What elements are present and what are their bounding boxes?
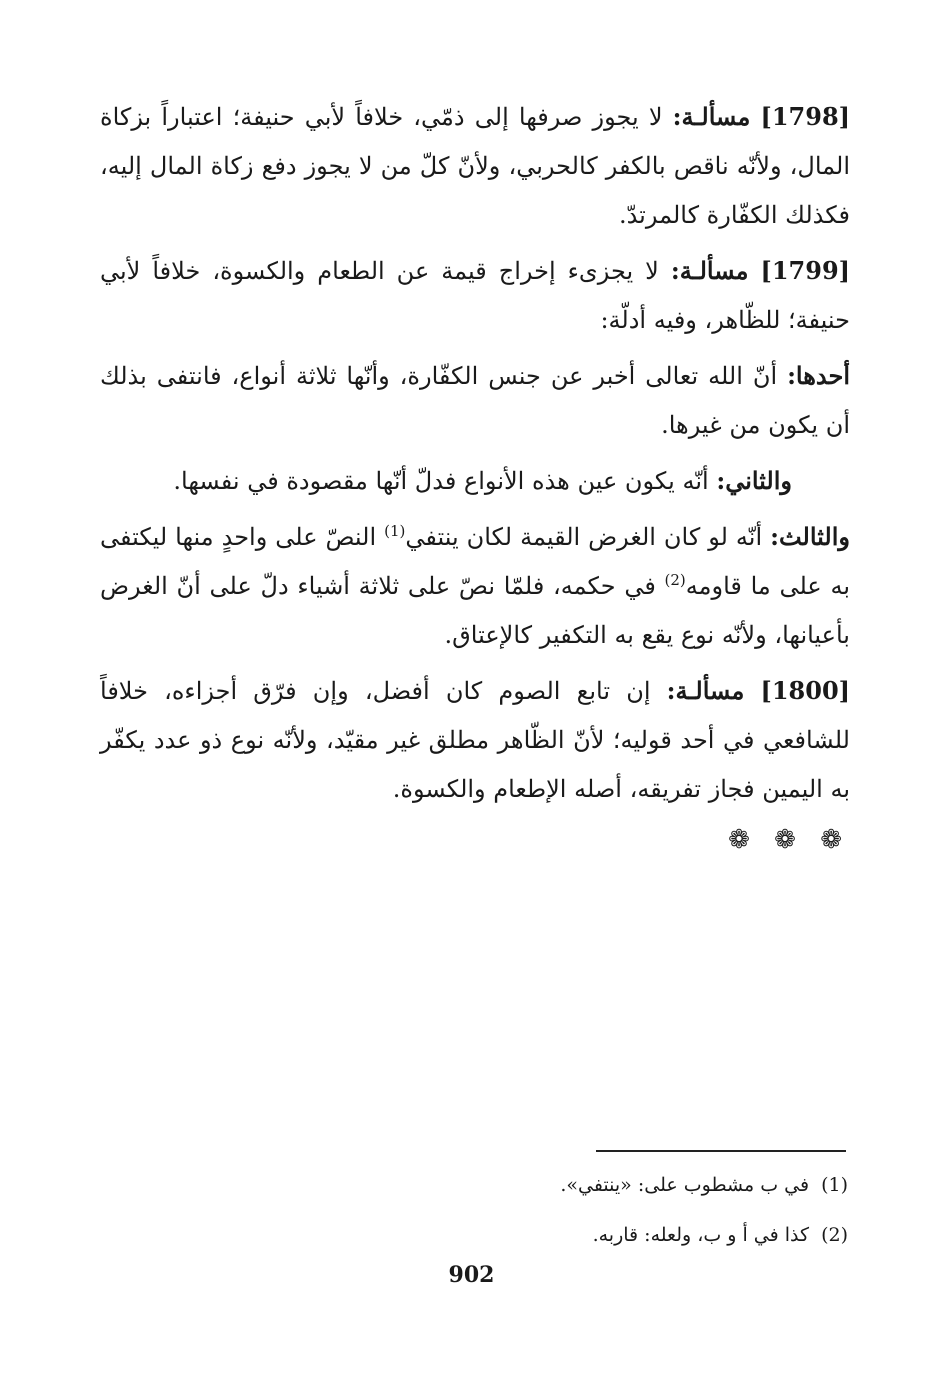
paragraph-text: أنّه لو كان الغرض القيمة لكان ينتفي [405,523,771,551]
paragraph-first-evidence [100,351,850,450]
footnote-number: (2) [821,1224,848,1246]
paragraph-text: النصّ على واحدٍ منها ليكتفى به على ما قاومه [100,523,850,600]
paragraph-text: إن تابع الصوم كان أفضل، وإن فرّق أجزاءه، خلافاً للشافعي في أحد قوليه؛ لأنّ الظّاهر مطلق غير مقيّد، ولأنّه نوع ذو عدد يكفّر به اليمين فجاز تفريقه، أصله الإطعام والكسوة. [100,677,850,803]
footnote-text: كذا في أ و ب، ولعله: قاربه. [592,1224,810,1246]
footnote-ref-2[interactable]: (2) [664,571,686,589]
footnote-text: في ب مشطوب على: «ينتفي». [560,1174,810,1196]
footnote-divider [596,1150,846,1152]
footnote-2 [100,1210,848,1260]
issue-keyword: مسألـة: [672,102,751,131]
paragraph-text: لا يجزىء إخراج قيمة عن الطعام والكسوة، خلافاً لأبي حنيفة؛ للظّاهر، وفيه أدلّة: [100,257,850,334]
issue-keyword: مسألـة: [670,256,749,285]
paragraph-text: في حكمه، فلمّا نصّ على ثلاثة أشياء دلّ على أنّ الغرض بأعيانها، ولأنّه نوع يقع به التكفير كالإعتاق. [100,572,850,649]
paragraph-1799 [100,246,850,345]
paragraph-1800 [100,666,850,814]
issue-number: [1799] [760,256,851,285]
footnotes [100,1160,848,1260]
page-number: 902 [448,1262,495,1288]
issue-keyword: مسألـة: [666,676,745,705]
paragraph-text: أنّ الله تعالى أخبر عن جنس الكفّارة، وأنّها ثلاثة أنواع، فانتفى بذلك أن يكون من غيرها. [100,362,850,439]
main-text [100,92,850,860]
footnote-number: (1) [821,1174,848,1196]
footnote-ref-1[interactable]: (1) [384,522,406,540]
footnote-1 [100,1160,848,1210]
section-ornament: ❁ ❁ ❁ [728,825,850,855]
evidence-keyword: والثالث: [770,522,850,551]
paragraph-text: لا يجوز صرفها إلى ذمّي، خلافاً لأبي حنيفة؛ اعتباراً بزكاة المال، ولأنّه ناقص بالكفر كالحربي، ولأنّ كلّ من لا يجوز دفع زكاة المال إليه، فكذلك الكفّارة كالمرتدّ. [100,103,850,229]
paragraph-text: أنّه يكون عين هذه الأنواع فدلّ أنّها مقصودة في نفسها. [173,467,717,495]
paragraph-second-evidence [100,456,850,506]
issue-number: [1800] [760,676,850,705]
evidence-keyword: أحدها: [787,361,850,390]
issue-number: [1798] [760,102,850,131]
evidence-keyword: والثاني: [716,466,792,495]
paragraph-1798 [100,92,850,240]
paragraph-third-evidence [100,512,850,660]
